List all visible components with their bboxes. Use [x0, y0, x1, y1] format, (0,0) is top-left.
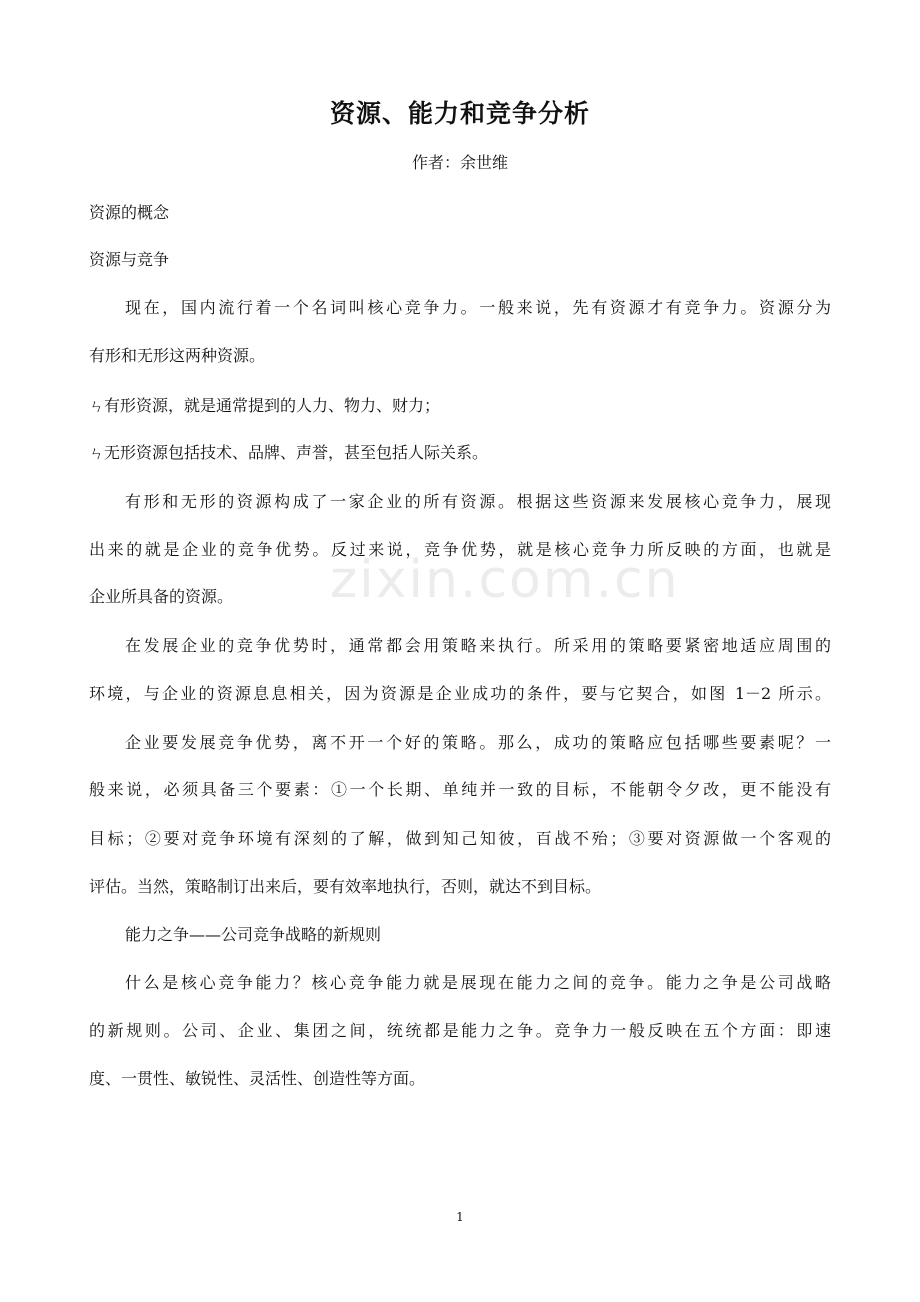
paragraph-line: 有形和无形的资源构成了一家企业的所有资源。根据这些资源来发展核心竞争力，展现	[125, 492, 831, 511]
bullet-text: 无形资源包括技术、品牌、声誉，甚至包括人际关系。	[104, 443, 489, 462]
paragraph-line: 现在，国内流行着一个名词叫核心竞争力。一般来说，先有资源才有竞争力。资源分为	[125, 298, 831, 317]
document-title: 资源、能力和竞争分析	[329, 99, 590, 128]
page-number: 1	[456, 1210, 464, 1224]
paragraph-line: 环境，与企业的资源息息相关，因为资源是企业成功的条件，要与它契合，如图 1－2 所示。	[89, 684, 831, 703]
paragraph-line: 评估。当然，策略制订出来后，要有效率地执行，否则，就达不到目标。	[89, 877, 602, 896]
paragraph-line: 般来说，必须具备三个要素：①一个长期、单纯并一致的目标，不能朝令夕改，更不能没有	[89, 780, 831, 799]
heading-resources-and-competition: 资源与竞争	[89, 250, 170, 269]
document-author: 作者：余世维	[411, 153, 508, 172]
bullet-icon: ㄣ	[89, 397, 105, 415]
paragraph-line: 的新规则。公司、企业、集团之间，统统都是能力之争。竞争力一般反映在五个方面：即速	[89, 1021, 831, 1040]
paragraph-line: 出来的就是企业的竞争优势。反过来说，竞争优势，就是核心竞争力所反映的方面，也就是	[89, 540, 831, 559]
bullet-text: 有形资源，就是通常提到的人力、物力、财力；	[104, 396, 441, 415]
bullet-item	[89, 393, 440, 416]
paragraph-line: 在发展企业的竞争优势时，通常都会用策略来执行。所采用的策略要紧密地适应周围的	[125, 636, 831, 655]
heading-resource-concept: 资源的概念	[89, 203, 170, 222]
paragraph-line: 企业要发展竞争优势，离不开一个好的策略。那么，成功的策略应包括哪些要素呢？一	[125, 733, 831, 752]
watermark: zixin.com.cn	[330, 550, 680, 610]
bullet-icon: ㄣ	[89, 444, 105, 462]
paragraph-line: 有形和无形这两种资源。	[89, 346, 266, 365]
bullet-item	[89, 440, 488, 463]
paragraph-line: 目标；②要对竞争环境有深刻的了解，做到知己知彼，百战不殆；③要对资源做一个客观的	[89, 829, 831, 848]
paragraph-line: 什么是核心竞争能力？核心竞争能力就是展现在能力之间的竞争。能力之争是公司战略	[125, 973, 831, 992]
paragraph-line: 度、一贯性、敏锐性、灵活性、创造性等方面。	[89, 1069, 426, 1088]
paragraph-line: 企业所具备的资源。	[89, 587, 234, 606]
heading-capability-competition: 能力之争——公司竞争战略的新规则	[125, 925, 382, 944]
